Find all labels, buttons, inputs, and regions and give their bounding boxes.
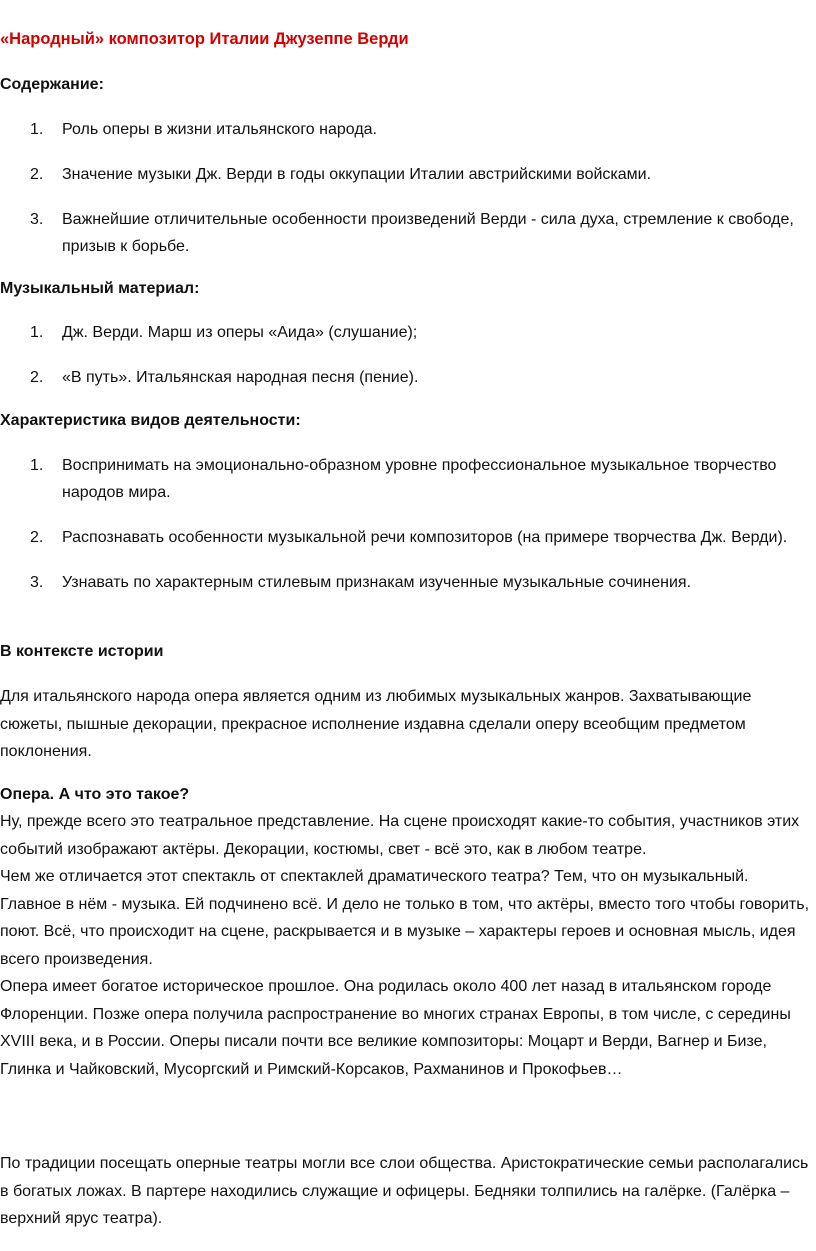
opera-paragraph-2: Чем же отличается этот спектакль от спектаклей драматического театра? Тем, что он музыкальный. Главное в нём - музыка. Ей подчинено всё. И дело не только в том, что актёры, вместо того чтобы говорить, поют. Всё, что происходит на сцене, раскрывается и в музыке – характеры героев и основная мысль, идея всего произведения. [0, 868, 810, 968]
material-heading: Музыкальный материал: [0, 280, 200, 297]
opera-paragraph-1: Ну, прежде всего это театральное представление. На сцене происходят какие-то события, участников этих событий изображают актёры. Декорации, костюмы, свет - всё это, как в любом театре. [0, 813, 800, 858]
activities-heading: Характеристика видов деятельности: [0, 412, 301, 429]
list-item: 3. Важнейшие отличительные особенности произведений Верди - сила духа, стремление к свободе, призыв к борьбе. [30, 211, 794, 255]
contents-list [0, 116, 800, 260]
tradition-paragraph: По традиции посещать оперные театры могли все слои общества. Аристократические семьи располагались в богатых ложах. В партере находились служащие и офицеры. Бедняки толпились на галёрке. (Галёрка – верхний ярус театра). [0, 1155, 809, 1227]
list-item: 3. Узнавать по характерным стилевым признакам изученные музыкальные сочинения. [30, 574, 692, 591]
list-item: 1. Воспринимать на эмоционально-образном уровне профессиональное музыкальное творчество народов мира. [30, 457, 777, 501]
activities-list [0, 452, 800, 596]
opera-text [0, 808, 812, 1083]
document-title: «Народный» композитор Италии Джузеппе Верди [0, 30, 409, 48]
opera-heading: Опера. А что это такое? [0, 786, 190, 803]
list-item: 2. «В путь». Итальянская народная песня (пение). [30, 369, 419, 386]
history-heading: В контексте истории [0, 643, 164, 660]
list-item: 1. Роль оперы в жизни итальянского народа. [30, 121, 377, 138]
opera-paragraph-3: Опера имеет богатое историческое прошлое. Она родилась около 400 лет назад в итальянском городе Флоренции. Позже опера получила распространение во многих странах Европы, в том числе, с середины XVIII века, и в России. Оперы писали почти все великие композиторы: Моцарт и Верди, Вагнер и Бизе, Глинка и Чайковский, Мусоргский и Римский-Корсаков, Рахманинов и Прокофьев… [0, 978, 791, 1078]
list-item: 2. Значение музыки Дж. Верди в годы оккупации Италии австрийскими войсками. [30, 166, 652, 183]
list-item: 2. Распознавать особенности музыкальной речи композиторов (на примере творчества Дж. Верди). [30, 529, 788, 546]
list-item: 1. Дж. Верди. Марш из оперы «Аида» (слушание); [30, 324, 418, 341]
contents-heading: Содержание: [0, 76, 104, 93]
material-list [0, 319, 800, 391]
history-paragraph: Для итальянского народа опера является одним из любимых музыкальных жанров. Захватывающие сюжеты, пышные декорации, прекрасное исполнение издавна сделали оперу всеобщим предметом поклонения. [0, 688, 752, 760]
